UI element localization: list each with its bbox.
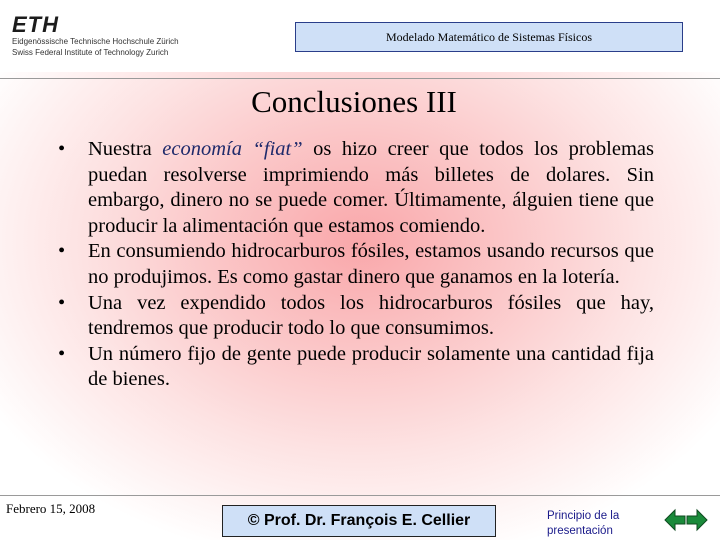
bullet-item [58,239,654,290]
slide-title: Conclusiones III [251,84,457,119]
bullet-item [58,342,654,393]
bullet-list [58,137,654,393]
slide-date: Febrero 15, 2008 [6,501,96,516]
bullet-marker: • [58,291,66,314]
bullet-text: Una vez expendido todos los hidrocarburos fósiles que hay, tendremos que producir todo lo que consumimos. [88,291,654,340]
bullet-marker: • [58,342,66,365]
bullet-text: Un número fijo de gente puede producir solamente una cantidad fija de bienes. [88,342,654,391]
author-credit: © Prof. Dr. François E. Cellier [222,505,496,537]
logo-mark: ETH [12,12,59,37]
eth-logo [12,14,179,58]
logo-line-2: Swiss Federal Institute of Technology Zurich [12,48,169,57]
header-divider [0,78,720,79]
logo-line-1: Eidgenössische Technische Hochschule Zürich [12,37,179,46]
course-title: Modelado Matemático de Sistemas Físicos [295,22,683,52]
bullet-marker: • [58,240,66,263]
double-arrow-icon[interactable] [664,507,708,533]
bullet-marker: • [58,138,66,160]
navigation-arrows[interactable] [664,507,708,533]
bullet-text: Nuestra [88,138,163,160]
bullet-text: os hizo creer que todos los problemas puedan resolverse imprimiendo más billetes de dolares. Sin embargo, dinero no se puede comer. Últimamente, álguien tiene que producir la alimentación que estamos comiendo. [88,138,654,237]
bullet-emphasis: economía “fiat” [162,138,303,160]
bullet-item [58,137,654,239]
bullet-text: En consumiendo hidrocarburos fósiles, estamos usando recursos que no produjimos. Es como gastar dinero que ganamos en la lotería. [88,240,654,288]
start-of-presentation-link[interactable]: Principio de la presentación [547,510,620,537]
footer-divider [0,495,720,496]
header [0,0,720,72]
bullet-item [58,291,654,342]
